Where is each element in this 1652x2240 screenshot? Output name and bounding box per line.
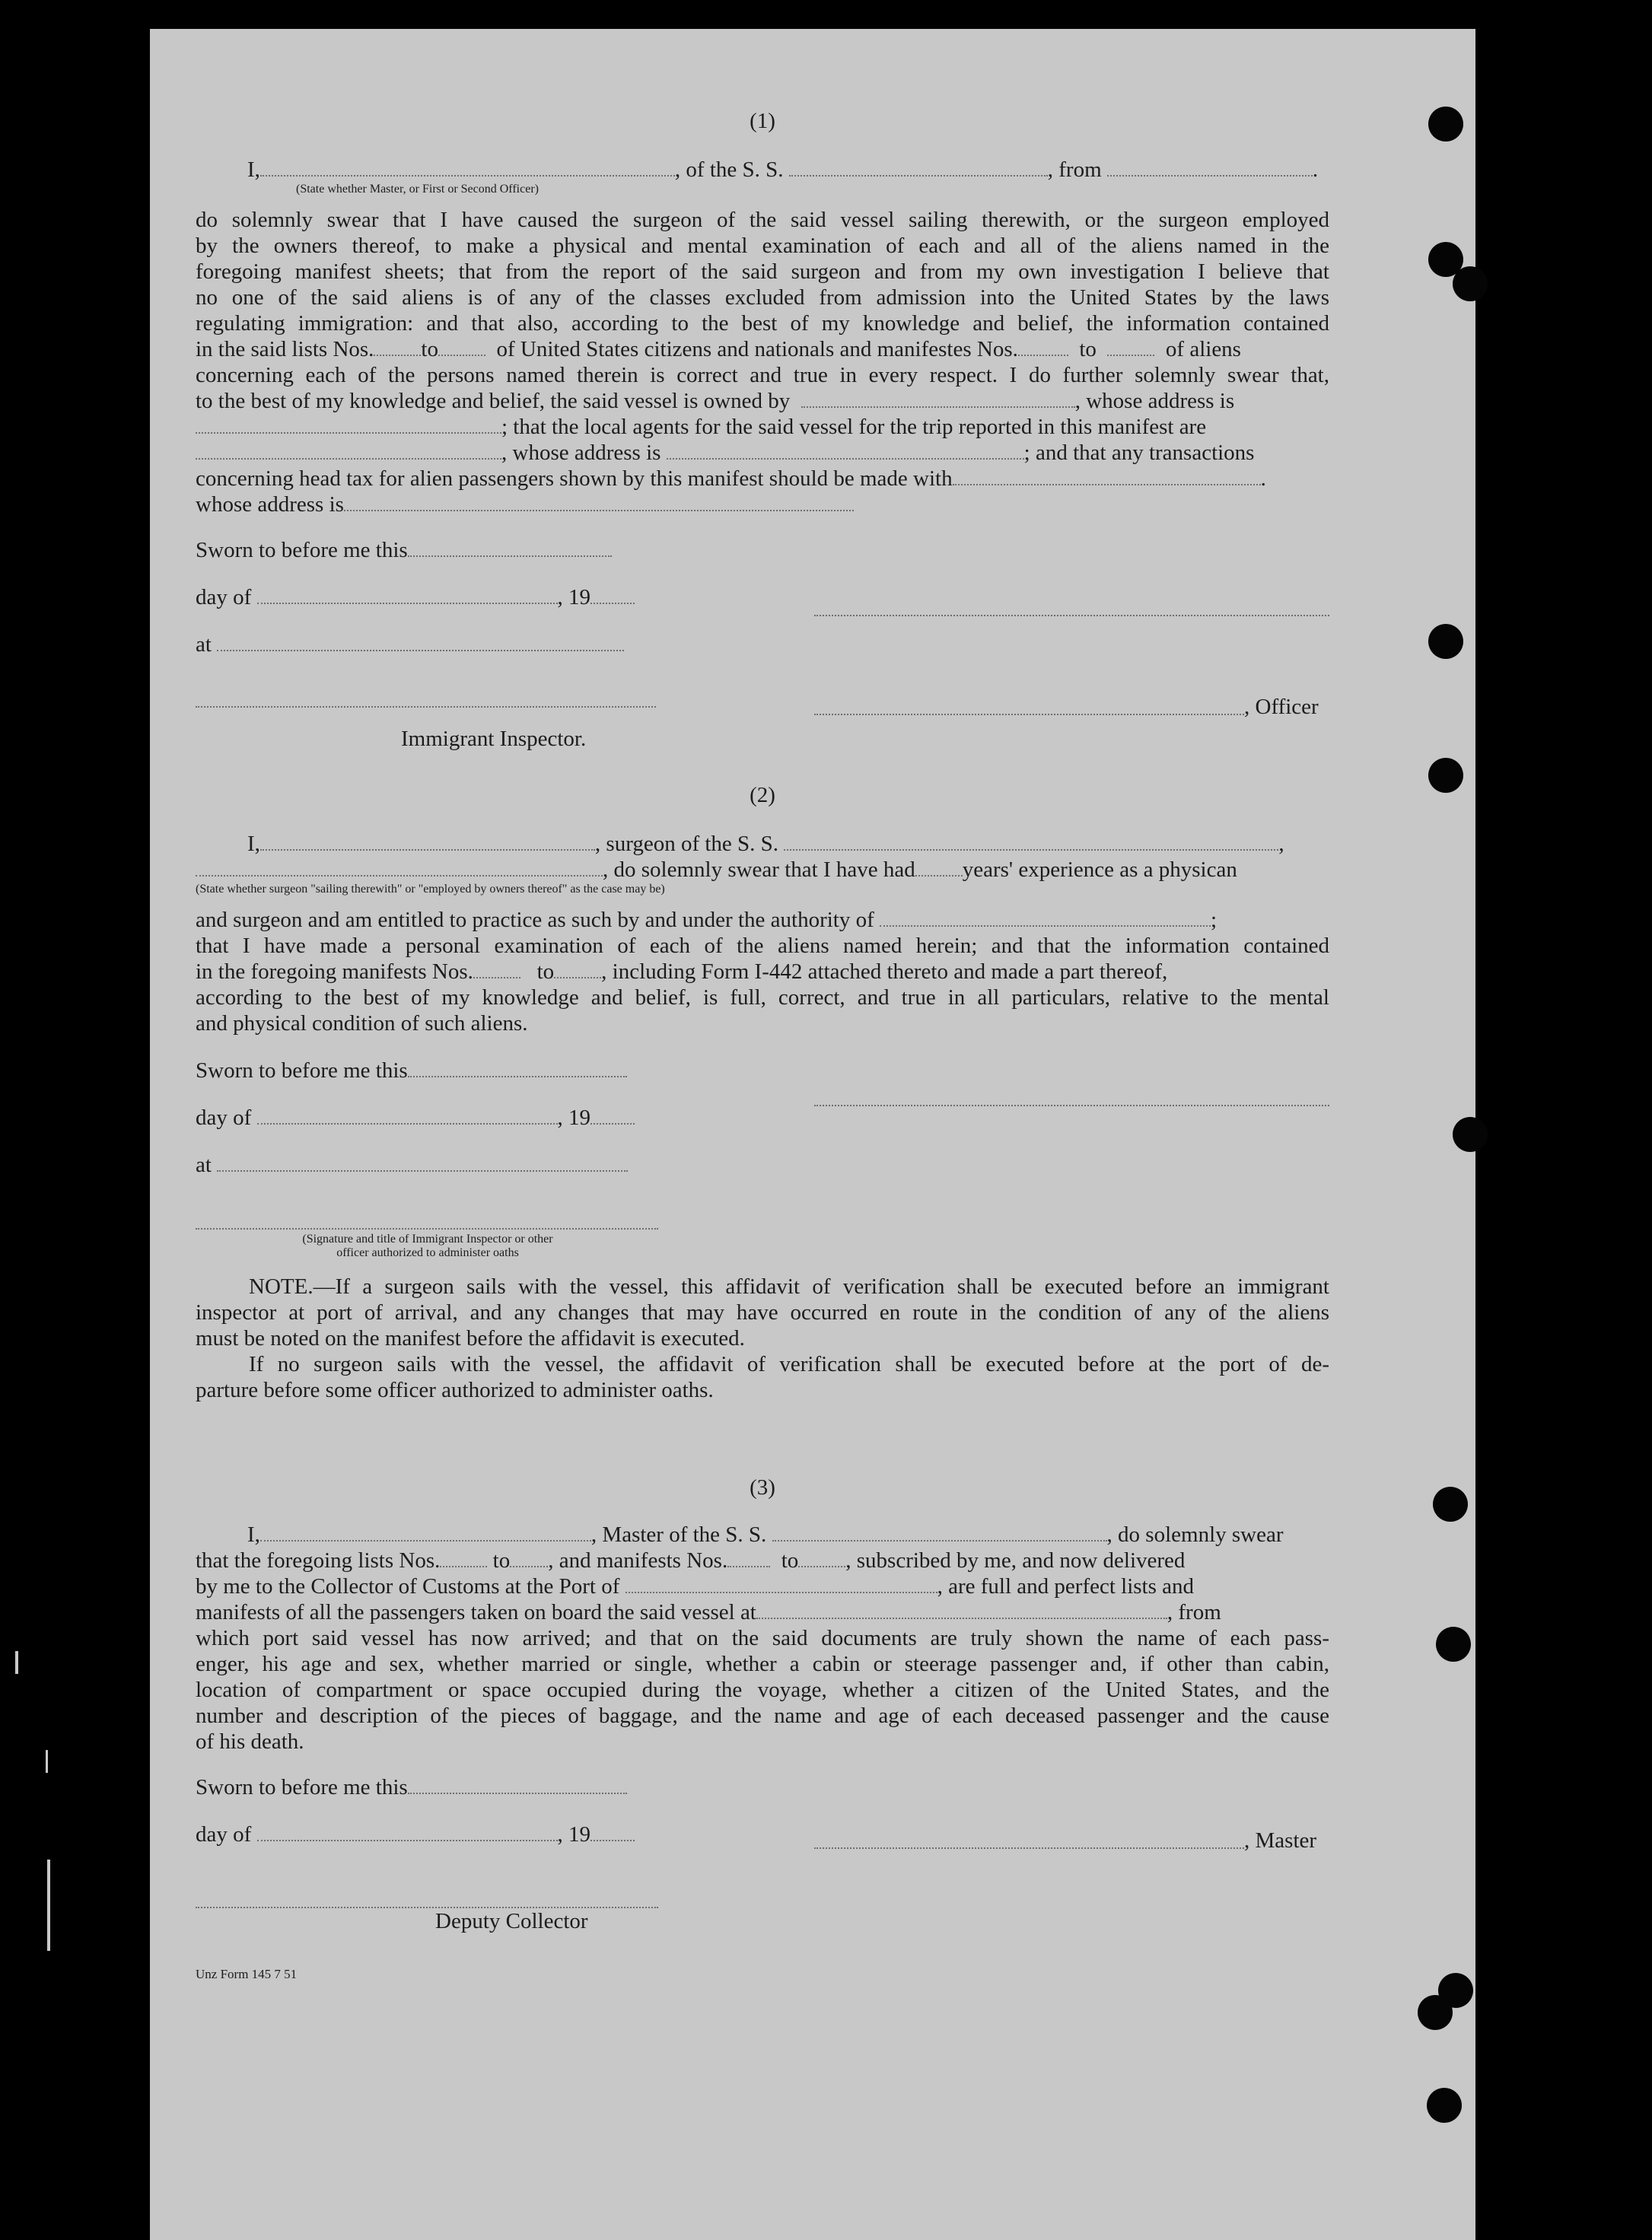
- punch-hole: [1428, 107, 1463, 142]
- punch-hole: [1453, 1117, 1488, 1152]
- sworn-date-field[interactable]: [408, 537, 612, 557]
- form-page: [150, 29, 1475, 2240]
- punch-hole: [1427, 2088, 1462, 2123]
- master-label: , Master: [1244, 1828, 1317, 1853]
- years-field[interactable]: [915, 857, 963, 877]
- section-1-text-line: no one of the said aliens is of any of the classes excluded from admission into the United States by the laws: [196, 285, 1329, 310]
- sworn-label: Sworn to before me this: [196, 1058, 627, 1083]
- section-2-text-line: according to the best of my knowledge and belief, is full, correct, and true in all particulars, relative to the mental: [196, 985, 1329, 1010]
- month-field[interactable]: [257, 1105, 558, 1125]
- section-1-address-line: whose address is: [196, 492, 1329, 517]
- master-vessel-field[interactable]: [772, 1522, 1107, 1542]
- section-2-text-line: that I have made a personal examination of each of the aliens named herein; and that the information contained: [196, 934, 1329, 958]
- scan-mark: [46, 1750, 48, 1773]
- collector-signature-line[interactable]: [196, 1905, 658, 1908]
- section-3-text-line: location of compartment or space occupied during the voyage, whether a citizen of the United States, and the: [196, 1678, 1329, 1702]
- year-field[interactable]: [590, 1105, 635, 1125]
- list-to-field[interactable]: [438, 336, 485, 356]
- officer-signature-line-1[interactable]: [814, 613, 1329, 616]
- section-3-text-line: number and description of the pieces of baggage, and the name and age of each deceased passenger and the cause: [196, 1704, 1329, 1728]
- punch-hole: [1428, 624, 1463, 659]
- section-1-text-line: by the owners thereof, to make a physical and mental examination of each and all of the aliens named in the: [196, 234, 1329, 258]
- section-1-heading: (1): [750, 109, 775, 133]
- section-2-heading: (2): [750, 783, 775, 807]
- punch-hole: [1428, 758, 1463, 793]
- section-1-text-line: regulating immigration: and that also, according to the best of my knowledge and belief, the information contained: [196, 311, 1329, 336]
- departure-port-field[interactable]: [1107, 157, 1313, 177]
- officer-label: , Officer: [1244, 695, 1319, 719]
- owner-address-field[interactable]: [196, 414, 501, 434]
- sworn-date-field[interactable]: [408, 1774, 627, 1794]
- agent-address-field[interactable]: [667, 440, 1024, 460]
- section-2-surgeon-line: I, , surgeon of the S. S. ,: [247, 832, 1284, 856]
- section-1-text-line: foregoing manifest sheets; that from the report of the said surgeon and from my own investigation I believe that: [196, 259, 1329, 284]
- officer-signature-line-2[interactable]: [814, 712, 1244, 715]
- inspector-label: Immigrant Inspector.: [401, 727, 587, 751]
- punch-hole: [1433, 1487, 1468, 1522]
- signature-instruction-2: officer authorized to administer oaths: [336, 1246, 519, 1259]
- day-of-label: day of , 19: [196, 1105, 635, 1131]
- master-list-from-field[interactable]: [440, 1548, 487, 1567]
- form-number: Unz Form 145 7 51: [196, 1967, 298, 1981]
- section-2-experience-line: , do solemnly swear that I have had years' experience as a physican: [196, 857, 1329, 883]
- place-field[interactable]: [217, 632, 624, 651]
- section-3-embark-line: manifests of all the passengers taken on board the said vessel at , from: [196, 1600, 1221, 1624]
- section-1-agent-address-line: , whose address is ; and that any transactions: [196, 440, 1329, 466]
- surgeon-instruction: (State whether surgeon "sailing therewith" or "employed by owners thereof" as the case may be): [196, 883, 665, 896]
- section-1-owner-line: to the best of my knowledge and belief, the said vessel is owned by , whose address is: [196, 389, 1235, 413]
- inspector-signature-line[interactable]: [196, 1227, 658, 1230]
- punch-hole: [1436, 1627, 1471, 1662]
- place-field[interactable]: [217, 1152, 628, 1172]
- owner-field[interactable]: [801, 388, 1075, 408]
- section-3-text-line: which port said vessel has now arrived; and that on the said documents are truly shown the name of each pass-: [196, 1626, 1329, 1650]
- vessel-name-field[interactable]: [789, 157, 1048, 177]
- master-signature-line[interactable]: [814, 1846, 1244, 1849]
- manifest-to-field[interactable]: [1107, 336, 1154, 356]
- day-of-label: day of , 19: [196, 1822, 635, 1847]
- surgeon-status-field[interactable]: [196, 857, 603, 877]
- at-label: at: [196, 1152, 628, 1178]
- punch-hole: [1453, 266, 1488, 301]
- agent-field[interactable]: [196, 440, 501, 460]
- section-2-authority-line: and surgeon and am entitled to practice as such by and under the authority of ;: [196, 908, 1218, 932]
- sworn-label: Sworn to before me this: [196, 1774, 627, 1800]
- signature-instruction-1: (Signature and title of Immigrant Inspector or other: [302, 1233, 553, 1246]
- year-field[interactable]: [590, 1822, 635, 1841]
- surgeon-signature-line[interactable]: [814, 1103, 1329, 1106]
- scan-mark: [15, 1651, 18, 1674]
- punch-hole: [1418, 1995, 1453, 2030]
- section-1-officer-line: I, , of the S. S. , from .: [247, 158, 1319, 182]
- list-from-field[interactable]: [374, 336, 421, 356]
- section-3-heading: (3): [750, 1475, 775, 1500]
- note-line: parture before some officer authorized to administer oaths.: [196, 1378, 714, 1402]
- month-field[interactable]: [257, 584, 558, 604]
- note-line: must be noted on the manifest before the affidavit is executed.: [196, 1326, 745, 1351]
- officer-name-field[interactable]: [260, 157, 675, 177]
- master-name-field[interactable]: [260, 1522, 591, 1542]
- surgeon-name-field[interactable]: [260, 831, 595, 851]
- manifest-from-field[interactable]: [1018, 336, 1068, 356]
- section-3-text-line: enger, his age and sex, whether married or single, whether a cabin or steerage passenger and, if other than cabin,: [196, 1652, 1329, 1676]
- officer-instruction: (State whether Master, or First or Second Officer): [296, 183, 539, 196]
- authority-field[interactable]: [880, 907, 1211, 927]
- surgeon-manifest-to-field[interactable]: [554, 959, 601, 978]
- surgeon-vessel-field[interactable]: [784, 831, 1278, 851]
- sworn-date-field[interactable]: [408, 1058, 627, 1077]
- sworn-label: Sworn to before me this: [196, 537, 612, 563]
- day-of-label: day of , 19: [196, 584, 635, 610]
- section-3-port-line: by me to the Collector of Customs at the Port of , are full and perfect lists and: [196, 1574, 1195, 1599]
- headtax-contact-field[interactable]: [953, 466, 1261, 485]
- master-manifest-from-field[interactable]: [727, 1548, 770, 1567]
- section-3-master-line: I, , Master of the S. S. , do solemnly swear: [247, 1522, 1284, 1547]
- note-line: inspector at port of arrival, and any changes that may have occurred en route in the condition of any of the aliens: [196, 1300, 1329, 1325]
- section-1-agents-line: ; that the local agents for the said vessel for the trip reported in this manifest are: [196, 414, 1329, 440]
- section-1-headtax-line: concerning head tax for alien passengers shown by this manifest should be made with .: [196, 466, 1266, 491]
- master-list-to-field[interactable]: [510, 1548, 548, 1567]
- master-manifest-to-field[interactable]: [798, 1548, 845, 1567]
- section-1-text-line: concerning each of the persons named therein is correct and true in every respect. I do further solemnly swear that,: [196, 363, 1329, 387]
- section-2-text-line: and physical condition of such aliens.: [196, 1011, 528, 1036]
- headtax-address-field[interactable]: [344, 492, 854, 511]
- note-line: NOTE.—If a surgeon sails with the vessel, this affidavit of verification shall be executed before an immigrant: [249, 1274, 1329, 1299]
- at-label: at: [196, 632, 624, 657]
- section-1-lists-line: in the said lists Nos. to of United States citizens and nationals and manifestes Nos. to of aliens: [196, 337, 1241, 361]
- embark-port-field[interactable]: [756, 1599, 1167, 1619]
- section-3-text-line: of his death.: [196, 1729, 304, 1754]
- inspector-signature-line[interactable]: [196, 705, 656, 708]
- year-field[interactable]: [590, 584, 635, 604]
- collector-label: Deputy Collector: [435, 1909, 588, 1933]
- section-3-lists-line: that the foregoing lists Nos. to , and manifests Nos. to , subscribed by me, and now delivered: [196, 1548, 1186, 1573]
- scan-mark: [47, 1860, 50, 1951]
- month-field[interactable]: [257, 1822, 558, 1841]
- section-1-text-line: do solemnly swear that I have caused the surgeon of the said vessel sailing therewith, or the surgeon employed: [196, 208, 1329, 232]
- note-line: If no surgeon sails with the vessel, the affidavit of verification shall be executed before at the port of de-: [249, 1352, 1329, 1376]
- collector-port-field[interactable]: [625, 1573, 937, 1593]
- surgeon-manifest-from-field[interactable]: [473, 959, 520, 978]
- section-2-manifests-line: in the foregoing manifests Nos. to , including Form I-442 attached thereto and made a part thereof,: [196, 959, 1168, 984]
